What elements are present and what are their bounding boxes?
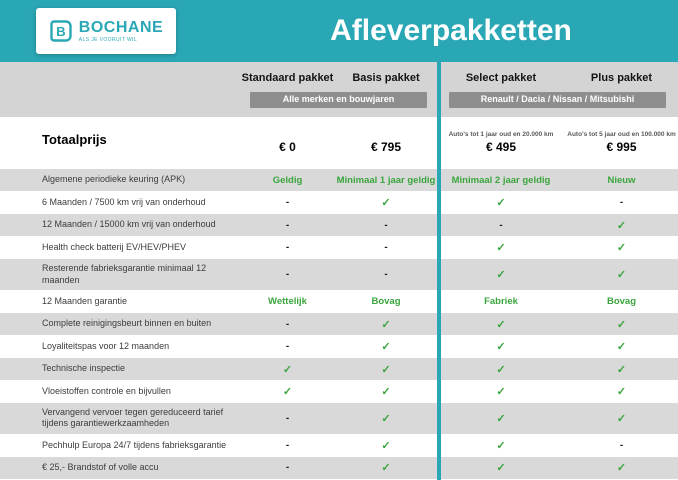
page-title: Afleverpakketten [330, 14, 572, 47]
feature-label: Health check batterij EV/HEV/PHEV [42, 241, 187, 252]
dash-mark: - [285, 439, 290, 451]
price-cell-select [437, 126, 565, 154]
price-cell-plus [565, 126, 678, 154]
price-value: € 495 [485, 139, 517, 154]
feature-label: Algemene periodieke keuring (APK) [42, 174, 186, 185]
dash-mark: - [285, 462, 290, 474]
price-cell-standaard [240, 126, 335, 154]
feature-row [0, 313, 678, 336]
check-icon: ✓ [381, 197, 391, 210]
check-icon: ✓ [381, 439, 391, 452]
check-icon: ✓ [616, 318, 627, 331]
package-group-divider [437, 62, 441, 480]
dash-mark: - [285, 242, 290, 254]
column-header-basis: Basis pakket [352, 72, 420, 84]
dash-mark: - [285, 341, 290, 353]
feature-label: 12 Maanden garantie [42, 295, 128, 306]
feature-row [0, 214, 678, 237]
column-header-empty [0, 75, 240, 85]
price-cell-basis [335, 126, 437, 154]
price-value: € 0 [279, 139, 296, 154]
table-header-band [0, 62, 678, 117]
bochane-logo-icon [49, 19, 73, 43]
check-icon: ✓ [496, 318, 506, 331]
feature-value: Bovag [606, 296, 637, 308]
check-icon: ✓ [616, 341, 627, 354]
check-icon: ✓ [496, 197, 506, 210]
check-icon: ✓ [616, 269, 627, 282]
check-icon: ✓ [496, 439, 506, 452]
check-icon: ✓ [616, 219, 627, 232]
column-header-row [0, 69, 678, 91]
header [0, 0, 678, 62]
check-icon: ✓ [496, 412, 506, 425]
dash-mark: - [384, 269, 388, 281]
check-icon: ✓ [282, 363, 293, 376]
price-value: € 995 [606, 139, 637, 154]
price-note: Auto's tot 1 jaar oud en 20.000 km [448, 130, 554, 138]
feature-label: Resterende fabrieksgarantie minimaal 12 maanden [42, 262, 207, 285]
check-icon: ✓ [381, 341, 391, 354]
feature-row [0, 358, 678, 381]
price-note: Auto's tot 5 jaar oud en 100.000 km [567, 130, 676, 138]
logo-text [79, 20, 163, 43]
column-header-standaard: Standaard pakket [241, 72, 334, 84]
feature-row [0, 335, 678, 358]
feature-label: Vloeistoffen controle en bijvullen [42, 385, 171, 396]
feature-label: 12 Maanden / 15000 km vrij van onderhoud [42, 219, 216, 230]
check-icon: ✓ [616, 242, 627, 255]
check-icon: ✓ [616, 462, 627, 475]
feature-row [0, 236, 678, 259]
feature-value: Minimaal 1 jaar geldig [336, 174, 436, 186]
feature-value: Fabriek [484, 296, 518, 308]
dash-mark: - [285, 269, 290, 281]
feature-label: Loyaliteitspas voor 12 maanden [42, 340, 170, 351]
check-icon: ✓ [381, 462, 391, 475]
dash-mark: - [384, 242, 388, 254]
check-icon: ✓ [496, 363, 506, 376]
feature-row [0, 434, 678, 457]
logo-tagline: ALS JE VOORUIT WIL [78, 36, 138, 43]
logo-name: BOCHANE [78, 18, 164, 36]
feature-row [0, 290, 678, 313]
feature-row [0, 259, 678, 290]
feature-row [0, 457, 678, 480]
check-icon: ✓ [616, 412, 627, 425]
dash-mark: - [384, 219, 388, 231]
feature-value: Nieuw [607, 174, 636, 186]
total-price-row [0, 122, 678, 162]
feature-value: Wettelijk [268, 296, 307, 308]
bochane-logo [36, 8, 176, 54]
svg-text:B: B [56, 24, 66, 39]
check-icon: ✓ [496, 341, 506, 354]
feature-row [0, 403, 678, 434]
column-header-select: Select pakket [465, 72, 537, 84]
check-icon: ✓ [496, 269, 506, 282]
check-icon: ✓ [496, 386, 506, 399]
dash-mark: - [619, 439, 624, 451]
feature-row [0, 380, 678, 403]
dash-mark: - [285, 197, 290, 209]
feature-label: € 25,- Brandstof of volle accu [42, 462, 159, 473]
dash-mark: - [499, 219, 503, 231]
feature-value: Bovag [371, 296, 401, 308]
dash-mark: - [285, 412, 290, 424]
feature-label: Complete reinigingsbeurt binnen en buiten [42, 318, 212, 329]
check-icon: ✓ [496, 242, 506, 255]
check-icon: ✓ [381, 318, 391, 331]
badge-row [0, 92, 678, 108]
dash-mark: - [285, 318, 290, 330]
feature-label: Technische inspectie [42, 363, 126, 374]
feature-row [0, 191, 678, 214]
check-icon: ✓ [381, 386, 391, 399]
feature-value: Geldig [272, 174, 303, 186]
dash-mark: - [285, 219, 290, 231]
check-icon: ✓ [496, 462, 506, 475]
check-icon: ✓ [616, 363, 627, 376]
feature-label: Pechhulp Europa 24/7 tijdens fabrieksgarantie [42, 439, 227, 450]
feature-label: 6 Maanden / 7500 km vrij van onderhoud [42, 196, 206, 207]
badge-all-brands: Alle merken en bouwjaren [250, 92, 427, 108]
feature-value: Minimaal 2 jaar geldig [451, 174, 551, 186]
check-icon: ✓ [282, 386, 293, 399]
price-value: € 795 [370, 139, 402, 154]
badge-brand-list: Renault / Dacia / Nissan / Mitsubishi [449, 92, 666, 108]
check-icon: ✓ [381, 363, 391, 376]
total-price-label: Totaalprijs [42, 132, 107, 148]
check-icon: ✓ [381, 412, 391, 425]
feature-label: Vervangend vervoer tegen gereduceerd tarief tijdens garantiewerkzaamheden [42, 406, 224, 429]
column-header-plus: Plus pakket [590, 72, 653, 84]
feature-row [0, 169, 678, 192]
dash-mark: - [619, 197, 624, 209]
package-table [0, 62, 678, 479]
feature-rows [0, 169, 678, 479]
check-icon: ✓ [616, 386, 627, 399]
